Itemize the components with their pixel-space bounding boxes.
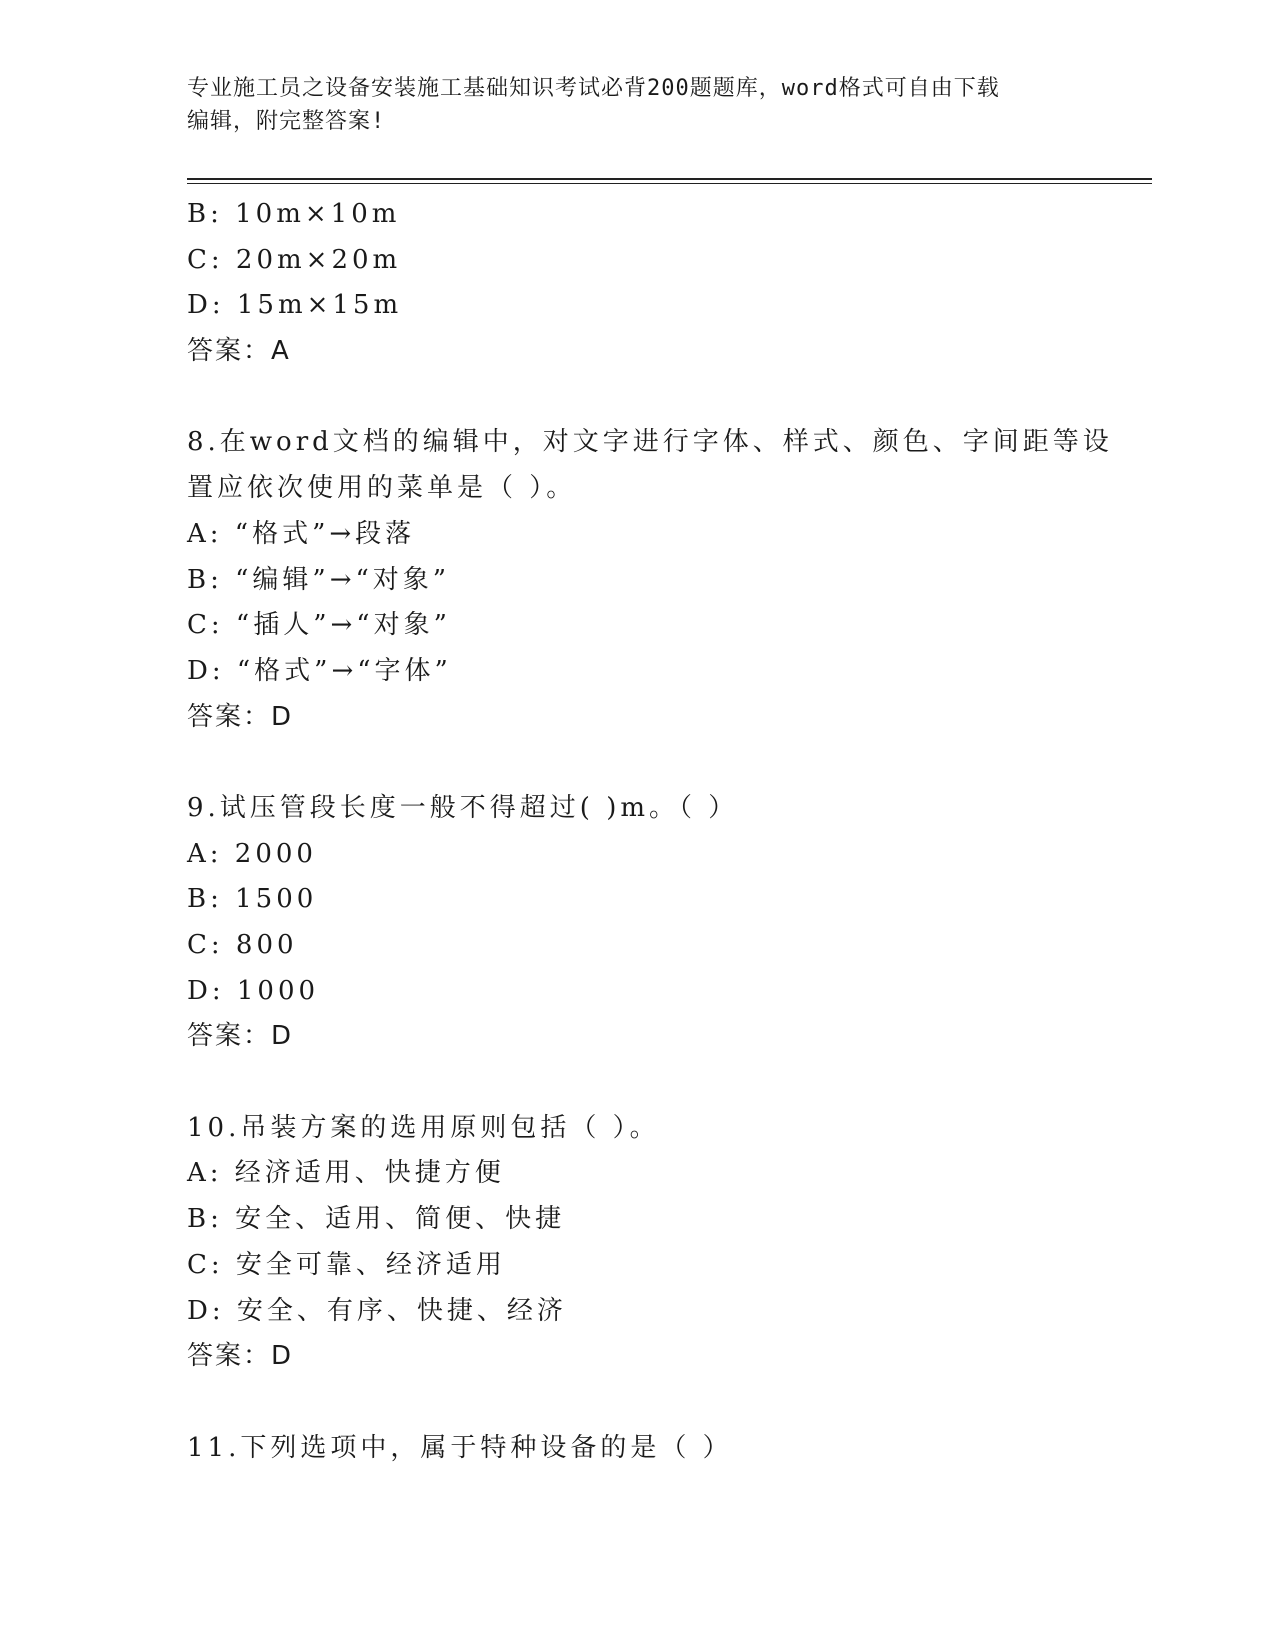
question-stem: 11.下列选项中，属于特种设备的是（ ） xyxy=(187,1432,733,1463)
option-d: D: “格式”→“字体” xyxy=(187,655,452,686)
header-line-1: 专业施工员之设备安装施工基础知识考试必背200题题库，word格式可自由下载 xyxy=(187,76,1000,101)
option-d: D: 1000 xyxy=(187,975,320,1006)
answer: 答案：D xyxy=(187,701,294,732)
option-a: A: 2000 xyxy=(187,838,317,869)
option-d: D: 15m×15m xyxy=(187,290,403,321)
question-11 xyxy=(187,1426,1087,1472)
document-header xyxy=(187,72,1087,138)
spacer xyxy=(187,740,1087,786)
answer: 答案：D xyxy=(187,1021,294,1052)
question-7 xyxy=(187,192,1087,375)
question-list xyxy=(187,192,1113,1471)
option-c: C: 800 xyxy=(187,930,298,960)
option-c: C: 安全可靠、经济适用 xyxy=(187,1249,506,1280)
option-c: C: “插人”→“对象” xyxy=(187,610,451,641)
header-divider-thin xyxy=(187,183,1152,184)
option-a: A: 经济适用、快捷方便 xyxy=(187,1158,505,1189)
option-d: D: 安全、有序、快捷、经济 xyxy=(187,1295,567,1326)
question-stem-continued: 置应依次使用的菜单是（ ）。 xyxy=(187,473,577,504)
header-line-2: 编辑，附完整答案! xyxy=(187,109,386,134)
question-stem: 10.吊装方案的选用原则包括（ ）。 xyxy=(187,1112,660,1143)
spacer xyxy=(187,375,1087,421)
option-a: A: “格式”→段落 xyxy=(187,518,416,549)
question-stem: 8.在word文档的编辑中，对文字进行字体、样式、颜色、字间距等设 xyxy=(187,427,1113,458)
header-divider-thick xyxy=(187,178,1152,180)
question-9 xyxy=(187,786,1087,1060)
option-b: B: 1500 xyxy=(187,884,318,915)
option-b: B: 安全、适用、简便、快捷 xyxy=(187,1204,566,1235)
option-b: B: “编辑”→“对象” xyxy=(187,564,451,595)
answer: 答案：D xyxy=(187,1341,294,1372)
question-10 xyxy=(187,1106,1087,1380)
spacer xyxy=(187,1060,1087,1106)
question-stem: 9.试压管段长度一般不得超过( )m。（ ） xyxy=(187,792,739,823)
option-c: C: 20m×20m xyxy=(187,244,402,275)
spacer xyxy=(187,1380,1087,1426)
answer: 答案：A xyxy=(187,336,291,367)
option-b: B: 10m×10m xyxy=(187,199,401,229)
question-8 xyxy=(187,420,1113,740)
